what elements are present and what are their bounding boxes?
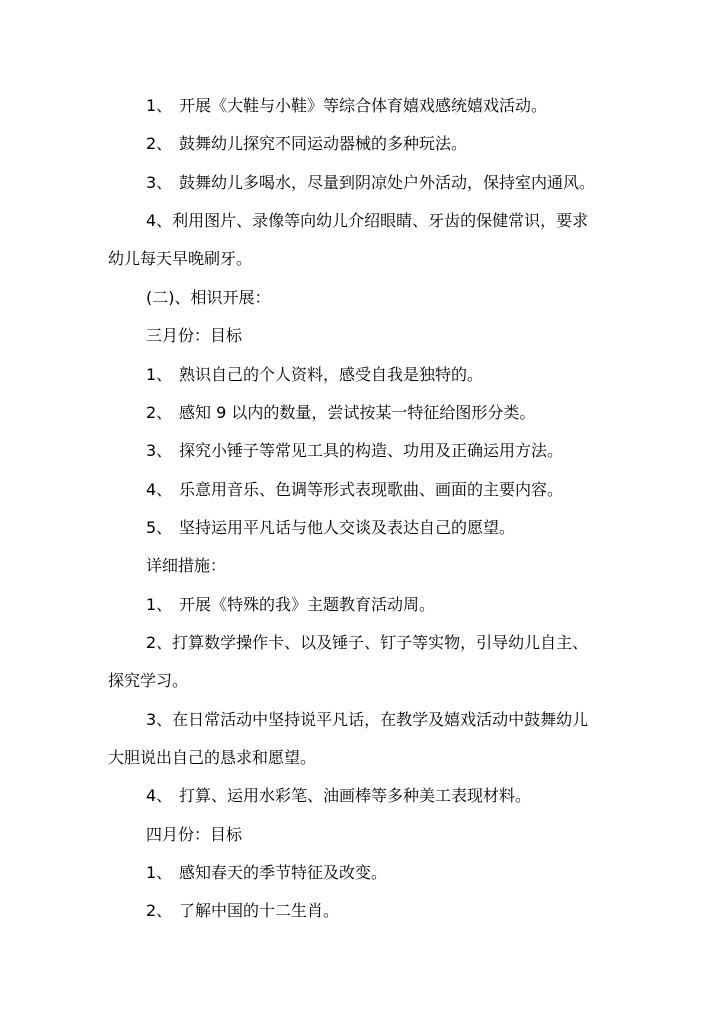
section-heading (146, 556, 226, 576)
item-text: 开展《大鞋与小鞋》等综合体育嬉戏感统嬉戏活动。 (179, 96, 548, 115)
list-item (146, 786, 531, 806)
item-text: 了解中国的十二生肖。 (179, 901, 340, 920)
paragraph-text: 2、打算数学操作卡、以及锤子、钉子等实物，引导幼儿自主、 (146, 633, 589, 652)
list-item (146, 403, 535, 423)
section-heading (146, 288, 271, 308)
paragraph-line (108, 249, 252, 269)
month-heading (146, 825, 242, 845)
paragraph-text: 探究学习。 (108, 671, 189, 690)
list-item (146, 134, 467, 154)
paragraph-text: 4、利用图片、录像等向幼儿介绍眼睛、牙齿的保健常识，要求 (146, 211, 589, 230)
item-text: 鼓舞幼儿探究不同运动器械的多种玩法。 (179, 134, 468, 153)
month-heading-text: 四月份：目标 (146, 825, 243, 844)
list-item (146, 901, 339, 921)
item-number: 3、 (146, 441, 173, 460)
paragraph-line (146, 633, 588, 653)
item-text: 感知 9 以内的数量，尝试按某一特征给图形分类。 (179, 403, 536, 422)
item-text: 打算、运用水彩笔、油画棒等多种美工表现材料。 (179, 786, 532, 805)
item-text: 开展《特殊的我》主题教育活动周。 (179, 595, 436, 614)
item-number: 4、 (146, 786, 173, 805)
section-heading-text: (二)、相识开展： (146, 288, 271, 307)
item-number: 1、 (146, 595, 173, 614)
paragraph-text: 3、在日常活动中坚持说平凡话，在教学及嬉戏活动中鼓舞幼儿 (146, 710, 589, 729)
item-text: 熟识自己的个人资料，感受自我是独特的。 (179, 365, 484, 384)
item-text: 感知春天的季节特征及改变。 (179, 863, 388, 882)
list-item (146, 480, 563, 500)
item-number: 2、 (146, 134, 173, 153)
item-number: 2、 (146, 403, 173, 422)
paragraph-text: 幼儿每天早晚刷牙。 (108, 249, 253, 268)
month-heading-text: 三月份：目标 (146, 326, 243, 345)
paragraph-line (108, 671, 188, 691)
list-item (146, 863, 387, 883)
item-number: 1、 (146, 96, 173, 115)
item-number: 3、 (146, 173, 173, 192)
list-item (146, 173, 595, 193)
list-item (146, 518, 515, 538)
list-item (146, 595, 435, 615)
item-number: 5、 (146, 518, 173, 537)
section-heading-text: 详细措施： (146, 556, 227, 575)
paragraph-line (146, 710, 588, 730)
list-item (146, 441, 563, 461)
item-text: 乐意用音乐、色调等形式表现歌曲、画面的主要内容。 (179, 480, 564, 499)
item-text: 坚持运用平凡话与他人交谈及表达自己的愿望。 (179, 518, 516, 537)
paragraph-text: 大胆说出自己的恳求和愿望。 (108, 748, 317, 767)
item-number: 4、 (146, 480, 173, 499)
list-item (146, 96, 547, 116)
item-number: 1、 (146, 863, 173, 882)
list-item (146, 365, 483, 385)
item-text: 鼓舞幼儿多喝水，尽量到阴凉处户外活动，保持室内通风。 (179, 173, 596, 192)
paragraph-line (146, 211, 588, 231)
item-text: 探究小锤子等常见工具的构造、功用及正确运用方法。 (179, 441, 564, 460)
item-number: 1、 (146, 365, 173, 384)
month-heading (146, 326, 242, 346)
paragraph-line (108, 748, 316, 768)
item-number: 2、 (146, 901, 173, 920)
